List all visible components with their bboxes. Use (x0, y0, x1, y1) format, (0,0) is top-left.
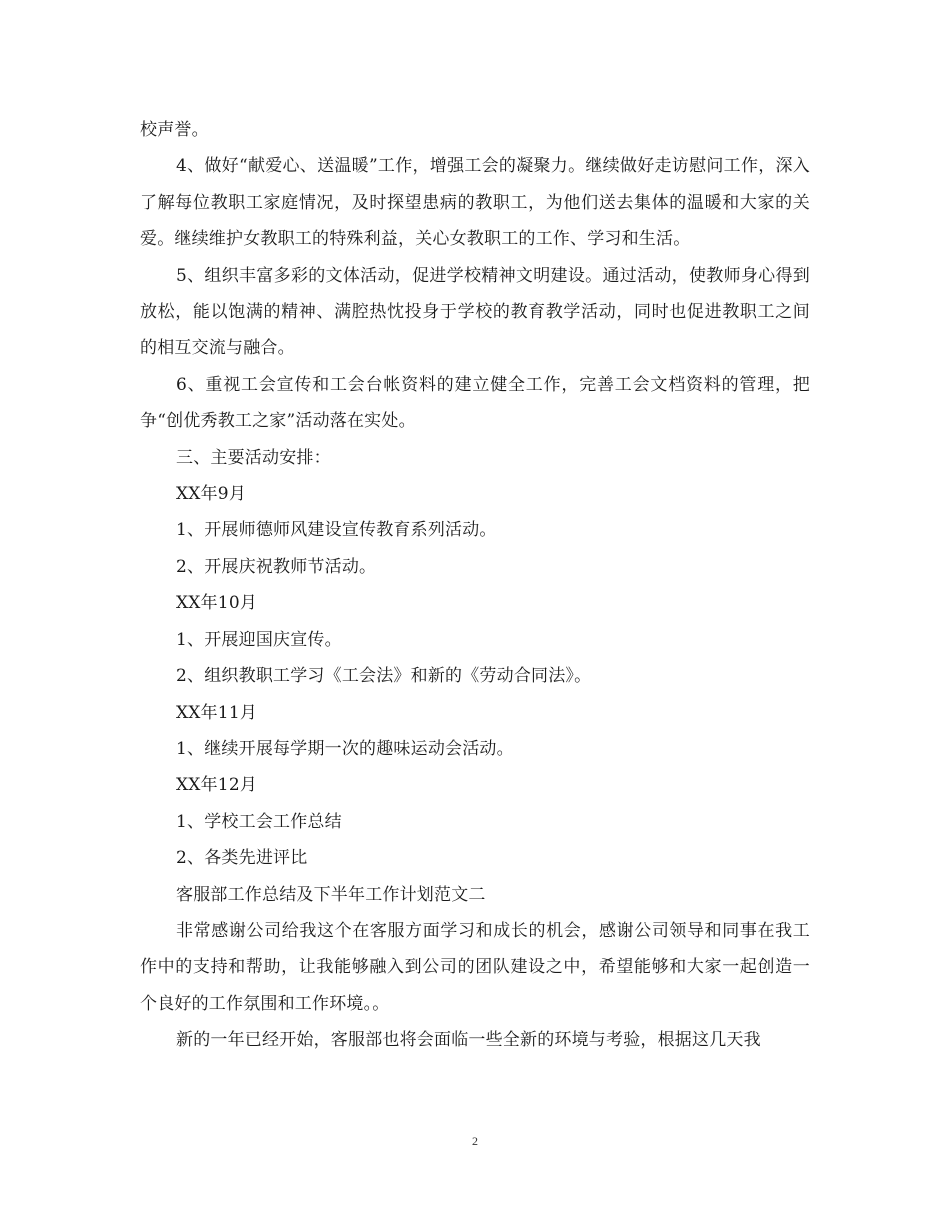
list-item: 2、组织教职工学习《工会法》和新的《劳动合同法》。 (176, 666, 592, 687)
month-heading-october: XX年10月 (176, 593, 258, 614)
section-heading-activities: 三、主要活动安排： (176, 447, 331, 468)
paragraph-continued: 新的一年已经开始，客服部也将会面临一些全新的环境与考验，根据这几天我 (176, 1030, 761, 1051)
paragraph-continuation: 校声誉。 (140, 120, 209, 140)
list-item: 2、开展庆祝教师节活动。 (176, 556, 377, 577)
list-item: 1、开展迎国庆宣传。 (176, 629, 342, 650)
month-heading-september: XX年9月 (176, 484, 247, 505)
list-item: 1、开展师德师风建设宣传教育系列活动。 (176, 520, 497, 541)
page-number: 2 (472, 1134, 478, 1148)
list-item: 1、继续开展每学期一次的趣味运动会活动。 (176, 738, 514, 759)
paragraph-intro: 非常感谢公司给我这个在客服方面学习和成长的机会，感谢公司领导和同事在我工作中的支持和帮助，让我能够融入到公司的团队建设之中，希望能够和大家一起创造一个良好的工作氛围和工作环境。。 (140, 920, 810, 1014)
document-body (140, 112, 810, 1059)
list-item: 1、学校工会工作总结 (176, 811, 342, 832)
paragraph-item-4: 4、做好“献爱心、送温暖”工作，增强工会的凝聚力。继续做好走访慰问工作，深入了解每位教职工家庭情况，及时探望患病的教职工，为他们送去集体的温暖和大家的关爱。继续维护女教职工的特殊利益，关心女教职工的工作、学习和生活。 (140, 156, 810, 250)
list-item: 2、各类先进评比 (176, 848, 308, 869)
month-heading-november: XX年11月 (176, 702, 258, 723)
month-heading-december: XX年12月 (176, 775, 258, 796)
paragraph-item-5: 5、组织丰富多彩的文体活动，促进学校精神文明建设。通过活动，使教师身心得到放松，能以饱满的精神、满腔热忱投身于学校的教育教学活动，同时也促进教职工之间的相互交流与融合。 (140, 265, 810, 359)
document-subtitle: 客服部工作总结及下半年工作计划范文二 (176, 884, 486, 905)
paragraph-item-6: 6、重视工会宣传和工会台帐资料的建立健全工作，完善工会文档资料的管理，把争“创优秀教工之家”活动落在实处。 (140, 374, 810, 432)
